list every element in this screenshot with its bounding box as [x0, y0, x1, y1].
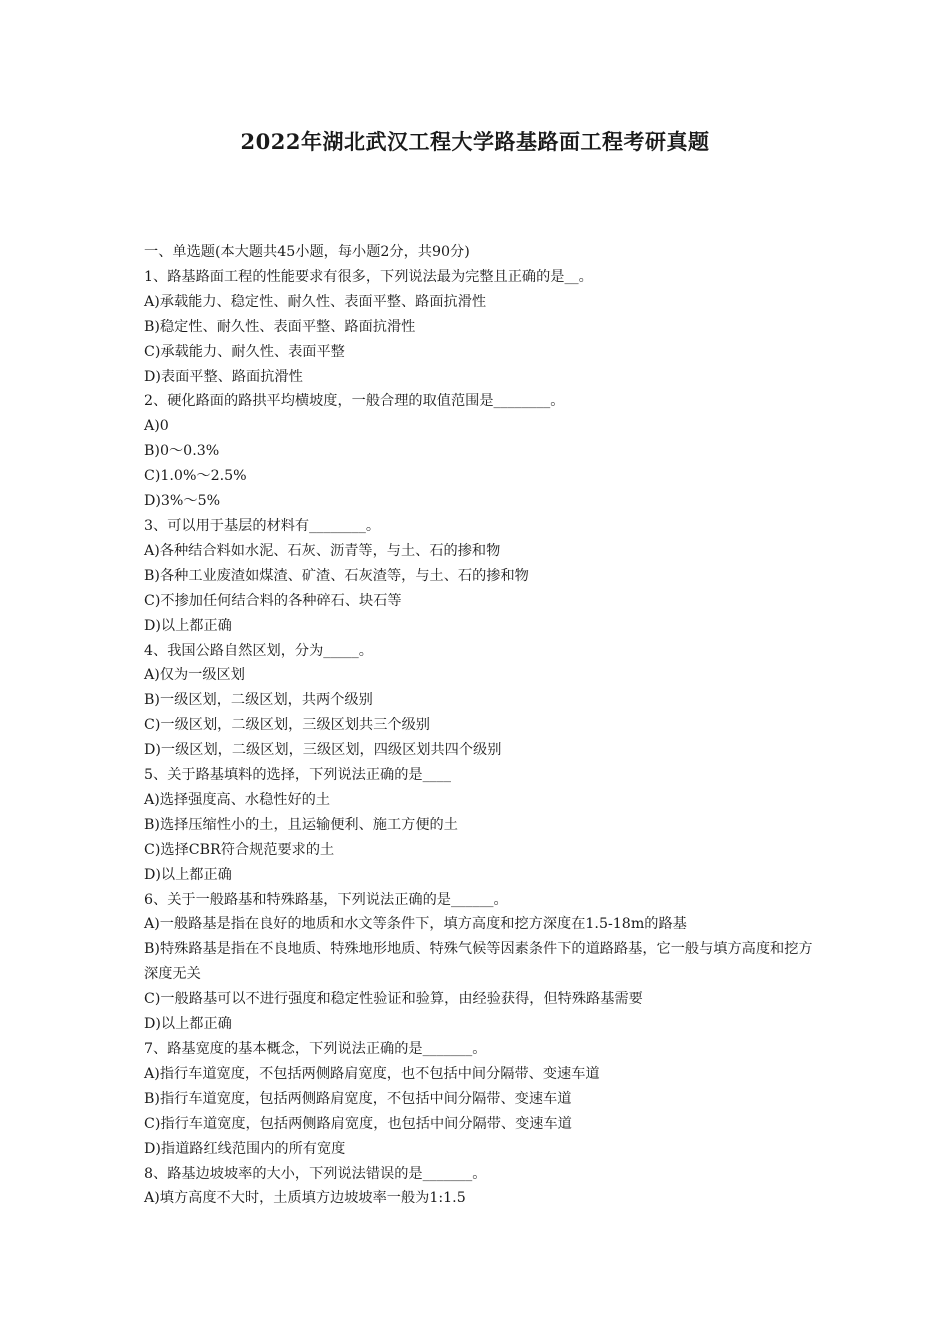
- question-2-option-a: A)0: [144, 418, 169, 435]
- question-7-option-b: B)指行车道宽度，包括两侧路肩宽度，不包括中间分隔带、变速车道: [144, 1090, 572, 1107]
- question-5-option-b: B)选择压缩性小的土，且运输便利、施工方便的土: [144, 816, 458, 833]
- question-2-stem: 2、硬化路面的路拱平均横坡度，一般合理的取值范围是________。: [144, 393, 565, 410]
- question-6-option-b: B)特殊路基是指在不良地质、特殊地形地质、特殊气候等因素条件下的道路路基，它一般与填方高度和挖方深度无关: [144, 941, 813, 983]
- question-5-option-c: C)选择CBR符合规范要求的土: [144, 841, 335, 858]
- question-2-option-b: B)0～0.3%: [144, 443, 220, 460]
- question-4-option-a: A)仅为一级区划: [144, 667, 245, 684]
- question-6-option-c: C)一般路基可以不进行强度和稳定性验证和验算，由经验获得，但特殊路基需要: [144, 991, 643, 1008]
- question-2-option-c: C)1.0%～2.5%: [144, 468, 247, 485]
- question-5-stem: 5、关于路基填料的选择，下列说法正确的是____: [144, 767, 451, 784]
- question-3-option-d: D)以上都正确: [144, 617, 232, 634]
- question-7-option-a: A)指行车道宽度，不包括两侧路肩宽度，也不包括中间分隔带、变速车道: [144, 1065, 600, 1082]
- document-title: 2022年湖北武汉工程大学路基路面工程考研真题: [240, 129, 710, 154]
- question-1-stem: 1、路基路面工程的性能要求有很多，下列说法最为完整且正确的是__。: [144, 268, 593, 285]
- question-6-option-d: D)以上都正确: [144, 1016, 232, 1033]
- question-6-stem: 6、关于一般路基和特殊路基，下列说法正确的是______。: [144, 891, 508, 908]
- question-3-option-c: C)不掺加任何结合料的各种碎石、块石等: [144, 592, 402, 609]
- question-7-stem: 7、路基宽度的基本概念，下列说法正确的是_______。: [144, 1041, 487, 1057]
- question-1-option-b: B)稳定性、耐久性、表面平整、路面抗滑性: [144, 318, 416, 335]
- section-header: 一、单选题(本大题共45小题，每小题2分，共90分): [144, 244, 470, 260]
- question-1-option-d: D)表面平整、路面抗滑性: [144, 368, 303, 385]
- question-6-option-a: A)一般路基是指在良好的地质和水文等条件下，填方高度和挖方深度在1.5-18m的路基: [144, 916, 687, 933]
- document-body: [144, 240, 824, 1211]
- question-3-stem: 3、可以用于基层的材料有________。: [144, 517, 381, 534]
- question-8-stem: 8、路基边坡坡率的大小，下列说法错误的是_______。: [144, 1165, 487, 1182]
- question-4-option-b: B)一级区划，二级区划，共两个级别: [144, 692, 373, 709]
- question-1-option-c: C)承载能力、耐久性、表面平整: [144, 343, 345, 360]
- question-4-stem: 4、我国公路自然区划，分为_____。: [144, 642, 373, 659]
- question-7-option-c: C)指行车道宽度，包括两侧路肩宽度，也包括中间分隔带、变速车道: [144, 1115, 572, 1132]
- question-3-option-b: B)各种工业废渣如煤渣、矿渣、石灰渣等，与土、石的掺和物: [144, 567, 529, 584]
- question-2-option-d: D)3%～5%: [144, 493, 221, 510]
- question-4-option-d: D)一级区划，二级区划，三级区划，四级区划共四个级别: [144, 742, 502, 759]
- question-5-option-a: A)选择强度高、水稳性好的土: [144, 791, 331, 808]
- question-3-option-a: A)各种结合料如水泥、石灰、沥青等，与土、石的掺和物: [144, 542, 501, 559]
- question-5-option-d: D)以上都正确: [144, 866, 232, 883]
- question-7-option-d: D)指道路红线范围内的所有宽度: [144, 1140, 346, 1157]
- question-4-option-c: C)一级区划，二级区划，三级区划共三个级别: [144, 717, 430, 734]
- question-8-option-a: A)填方高度不大时，土质填方边坡坡率一般为1:1.5: [144, 1190, 466, 1207]
- question-1-option-a: A)承载能力、稳定性、耐久性、表面平整、路面抗滑性: [144, 293, 487, 310]
